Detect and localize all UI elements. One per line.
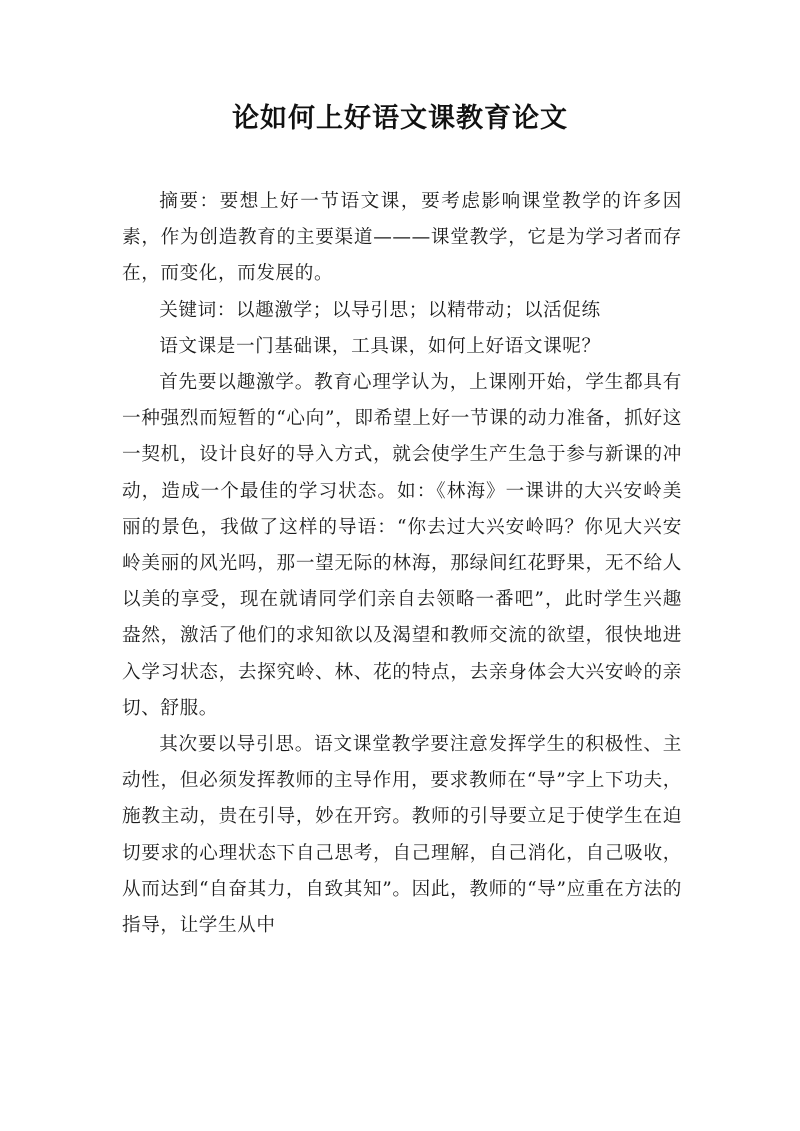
body-paragraph-guidance: 其次要以导引思。语文课堂教学要注意发挥学生的积极性、主动性，但必须发挥教师的主导作用，要求教师在“导”字上下功夫，施教主动，贵在引导，妙在开窍。教师的引导要立足于使学生在迫切要求的心理状态下自己思考，自己理解，自己消化，自己吸收，从而达到“自奋其力，自致其知”。因此，教师的“导”应重在方法的指导，让学生从中	[122, 734, 682, 937]
body-paragraph-interest: 首先要以趣激学。教育心理学认为，上课刚开始，学生都具有一种强烈而短暂的“心向”，即希望上好一节课的动力准备，抓好这一契机，设计良好的导入方式，就会使学生产生急于参与新课的冲动，造成一个最佳的学习状态。如：《林海》一课讲的大兴安岭美丽的景色，我做了这样的导语：“你去过大兴安岭吗？你见大兴安岭美丽的风光吗，那一望无际的林海，那绿间红花野果，无不给人以美的享受，现在就请同学们亲自去领略一番吧”，此时学生兴趣盎然，激活了他们的求知欲以及渴望和教师交流的欲望，很快地进入学习状态，去探究岭、林、花的特点，去亲身体会大兴安岭的亲切、舒服。	[122, 372, 682, 719]
keywords-paragraph: 关键词：以趣激学；以导引思；以精带动；以活促练	[159, 299, 601, 321]
document-body	[122, 184, 682, 944]
document-title: 论如何上好语文课教育论文	[232, 103, 568, 134]
intro-paragraph: 语文课是一门基础课，工具课，如何上好语文课呢？	[159, 335, 601, 357]
abstract-paragraph: 摘要：要想上好一节语文课，要考虑影响课堂教学的许多因素，作为创造教育的主要渠道———课堂教学，它是为学习者而存在，而变化，而发展的。	[122, 191, 682, 285]
